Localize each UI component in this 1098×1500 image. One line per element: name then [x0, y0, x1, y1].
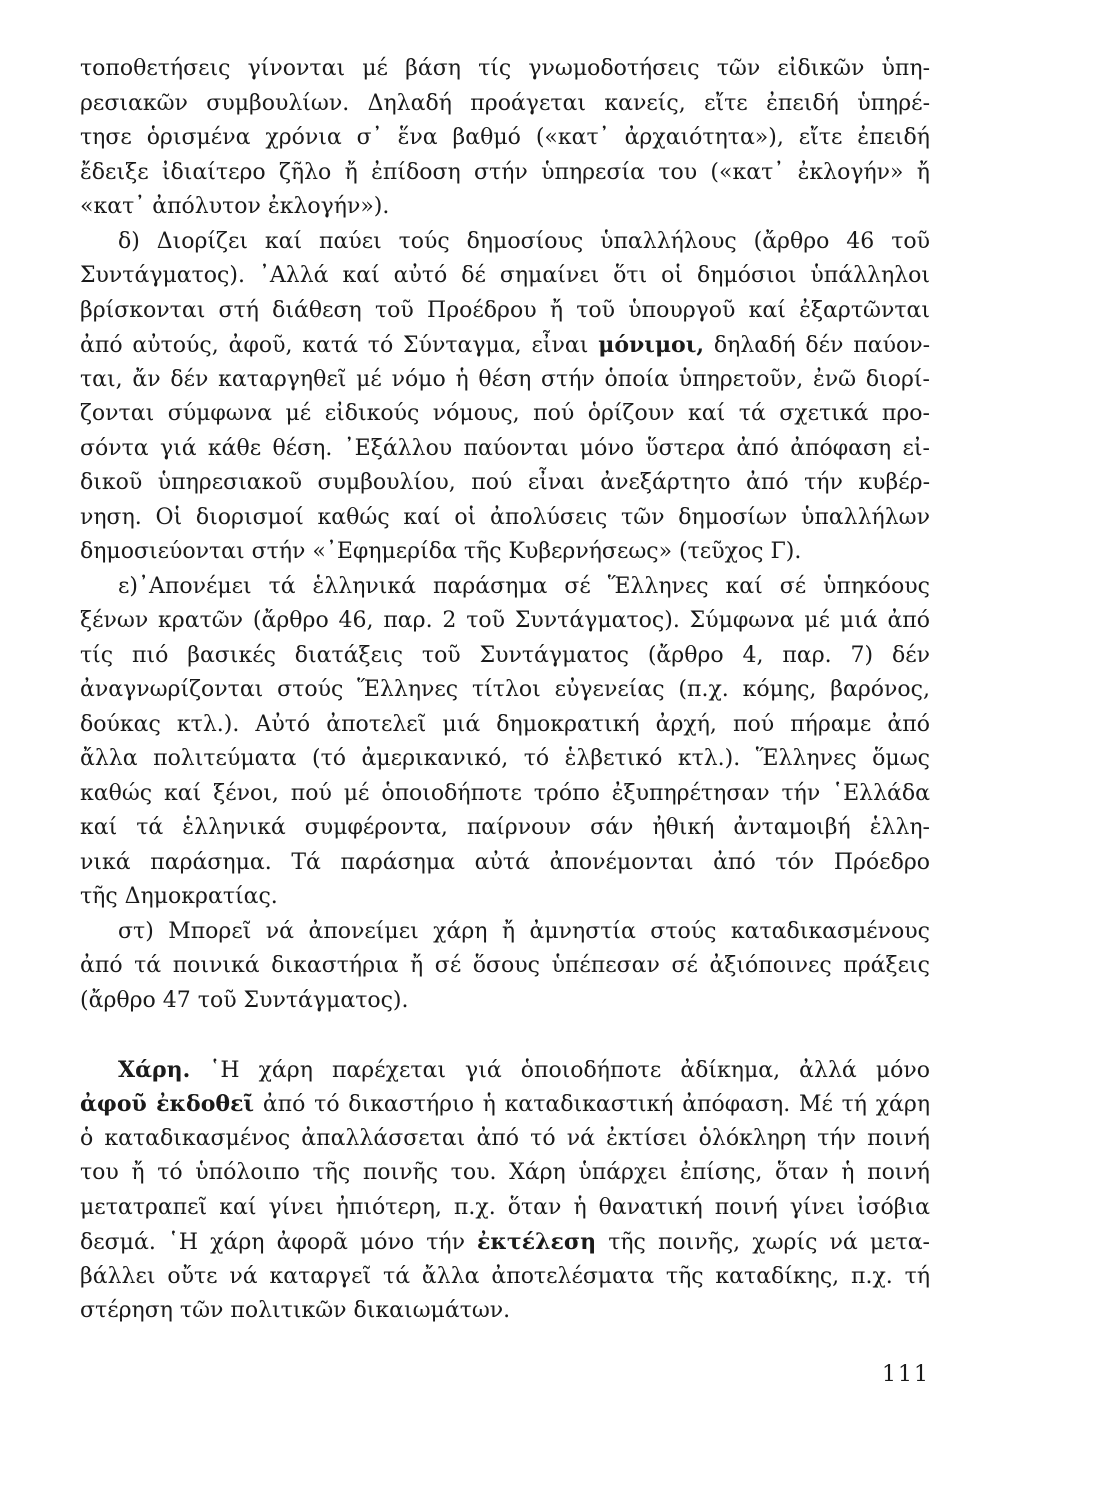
text-line: δημοσιεύονται στήν «᾽Εφημερίδα τῆς Κυβερνήσεως» (τεῦχος Γ). [80, 539, 802, 564]
text-line: ἄλλα πολιτεύματα (τό ἀμερικανικό, τό ἑλβετικό κτλ.). Ἕλληνες ὅμως [80, 746, 930, 771]
text-line: μετατραπεῖ καί γίνει ἠπιότερη, π.χ. ὅταν ἡ θανατική ποινή γίνει ἰσόβια [80, 1194, 930, 1220]
text-line: ἀπό τά ποινικά δικαστήρια ἤ σέ ὅσους ὑπέπεσαν σέ ἀξιόποινες πράξεις [80, 953, 930, 978]
text-segment: δηλαδή δέν παύον- [713, 333, 930, 358]
text-line: βάλλει οὔτε νά καταργεῖ τά ἄλλα ἀποτελέσματα τῆς καταδίκης, π.χ. τή [80, 1263, 930, 1289]
text-line: ται, ἄν δέν καταργηθεῖ μέ νόμο ἡ θέση στήν ὁποία ὑπηρετοῦν, ἐνῶ διορί- [80, 366, 930, 392]
text-line: τησε ὁρισμένα χρόνια σ᾽ ἕνα βαθμό («κατ᾽ ἀρχαιότητα»), εἴτε ἐπειδή [80, 125, 930, 150]
bold-term-afou-ekdothei: ἀφοῦ ἐκδοθεῖ [80, 1091, 255, 1117]
text-line: καί τά ἑλληνικά συμφέροντα, παίρνουν σάν ἠθική ἀνταμοιβή ἑλλη- [80, 815, 930, 840]
bold-term-monimoi: μόνιμοι, [598, 332, 705, 358]
text-line: τίς πιό βασικές διατάξεις τοῦ Συντάγματος (ἄρθρο 4, παρ. 7) δέν [80, 642, 930, 668]
text-line: δικοῦ ὑπηρεσιακοῦ συμβουλίου, πού εἶναι ἀνεξάρτητο ἀπό τήν κυβέρ- [80, 470, 930, 495]
text-line: Συντάγματος). ᾽Αλλά καί αὐτό δέ σημαίνει ὅτι οἱ δημόσιοι ὑπάλληλοι [80, 263, 930, 288]
text-segment: ῾Η χάρη παρέχεται γιά ὁποιοδήποτε ἀδίκημα, ἀλλά μόνο [209, 1057, 930, 1083]
bold-term-ektelesi: ἐκτέλεση [477, 1229, 597, 1255]
text-line: στ) Μπορεῖ νά ἀπονείμει χάρη ἤ ἀμνηστία στούς καταδικασμένους [118, 918, 930, 944]
text-line: τοποθετήσεις γίνονται μέ βάση τίς γνωμοδοτήσεις τῶν εἰδικῶν ὑπη- [80, 56, 930, 81]
text-line: ἀναγνωρίζονται στούς Ἕλληνες τίτλοι εὐγενείας (π.χ. κόμης, βαρόνος, [80, 677, 930, 702]
text-segment: δεσμά. ῾Η χάρη ἀφορᾶ μόνο τήν [80, 1230, 465, 1255]
text-line: ἔδειξε ἰδιαίτερο ζῆλο ἤ ἐπίδοση στήν ὑπηρεσία του («κατ᾽ ἐκλογήν» ἤ [80, 159, 930, 185]
text-line: ὁ καταδικασμένος ἀπαλλάσσεται ἀπό τό νά ἐκτίσει ὁλόκληρη τήν ποινή [80, 1125, 930, 1151]
text-line: τῆς Δημοκρατίας. [80, 884, 278, 909]
text-line [80, 328, 930, 363]
text-line: ρεσιακῶν συμβουλίων. Δηλαδή προάγεται κανείς, εἴτε ἐπειδή ὑπηρέ- [80, 90, 930, 116]
text-segment: ἀπό αὐτούς, ἀφοῦ, κατά τό Σύνταγμα, εἶναι [80, 333, 589, 358]
text-line: καθώς καί ξένοι, πού μέ ὁποιοδήποτε τρόπο ἐξυπηρέτησαν τήν ῾Ελλάδα [80, 780, 930, 806]
text-line: (ἄρθρο 47 τοῦ Συντάγματος). [80, 987, 409, 1013]
text-line: ε)᾽Απονέμει τά ἑλληνικά παράσημα σέ Ἕλληνες καί σέ ὑπηκόους [118, 573, 930, 599]
section-heading-chari: Χάρη. [118, 1056, 191, 1083]
text-line: «κατ᾽ ἀπόλυτον ἐκλογήν»). [80, 194, 390, 219]
text-line: δ) Διορίζει καί παύει τούς δημοσίους ὑπαλλήλους (ἄρθρο 46 τοῦ [118, 228, 930, 254]
text-line: νικά παράσημα. Τά παράσημα αὐτά ἀπονέμονται ἀπό τόν Πρόεδρο [80, 849, 930, 875]
text-line [80, 1087, 930, 1122]
text-segment: ἀπό τό δικαστήριο ἡ καταδικαστική ἀπόφαση. Μέ τή χάρη [262, 1092, 930, 1117]
text-line [80, 1225, 930, 1260]
text-line: ξένων κρατῶν (ἄρθρο 46, παρ. 2 τοῦ Συντάγματος). Σύμφωνα μέ μιά ἀπό [80, 608, 930, 633]
text-line: δούκας κτλ.). Αὐτό ἀποτελεῖ μιά δημοκρατική ἀρχή, πού πήραμε ἀπό [80, 711, 930, 737]
text-line: του ἤ τό ὑπόλοιπο τῆς ποινῆς του. Χάρη ὑπάρχει ἐπίσης, ὅταν ἡ ποινή [80, 1160, 930, 1185]
text-line: νηση. Οἱ διορισμοί καθώς καί οἱ ἀπολύσεις τῶν δημοσίων ὑπαλλήλων [80, 504, 930, 530]
text-line: σόντα γιά κάθε θέση. ᾽Εξάλλου παύονται μόνο ὕστερα ἀπό ἀπόφαση εἰ- [80, 435, 930, 461]
text-line: ζονται σύμφωνα μέ εἰδικούς νόμους, πού ὁρίζουν καί τά σχετικά προ- [80, 401, 930, 426]
text-segment: τῆς ποινῆς, χωρίς νά μετα- [608, 1230, 930, 1255]
text-line: βρίσκονται στή διάθεση τοῦ Προέδρου ἤ τοῦ ὑπουργοῦ καί ἐξαρτῶνται [80, 297, 930, 323]
text-line: στέρηση τῶν πολιτικῶν δικαιωμάτων. [80, 1298, 511, 1323]
text-line [80, 1053, 930, 1088]
paragraph-gap [80, 1018, 930, 1053]
page-body [80, 52, 930, 1329]
page-number: 111 [882, 1362, 930, 1387]
